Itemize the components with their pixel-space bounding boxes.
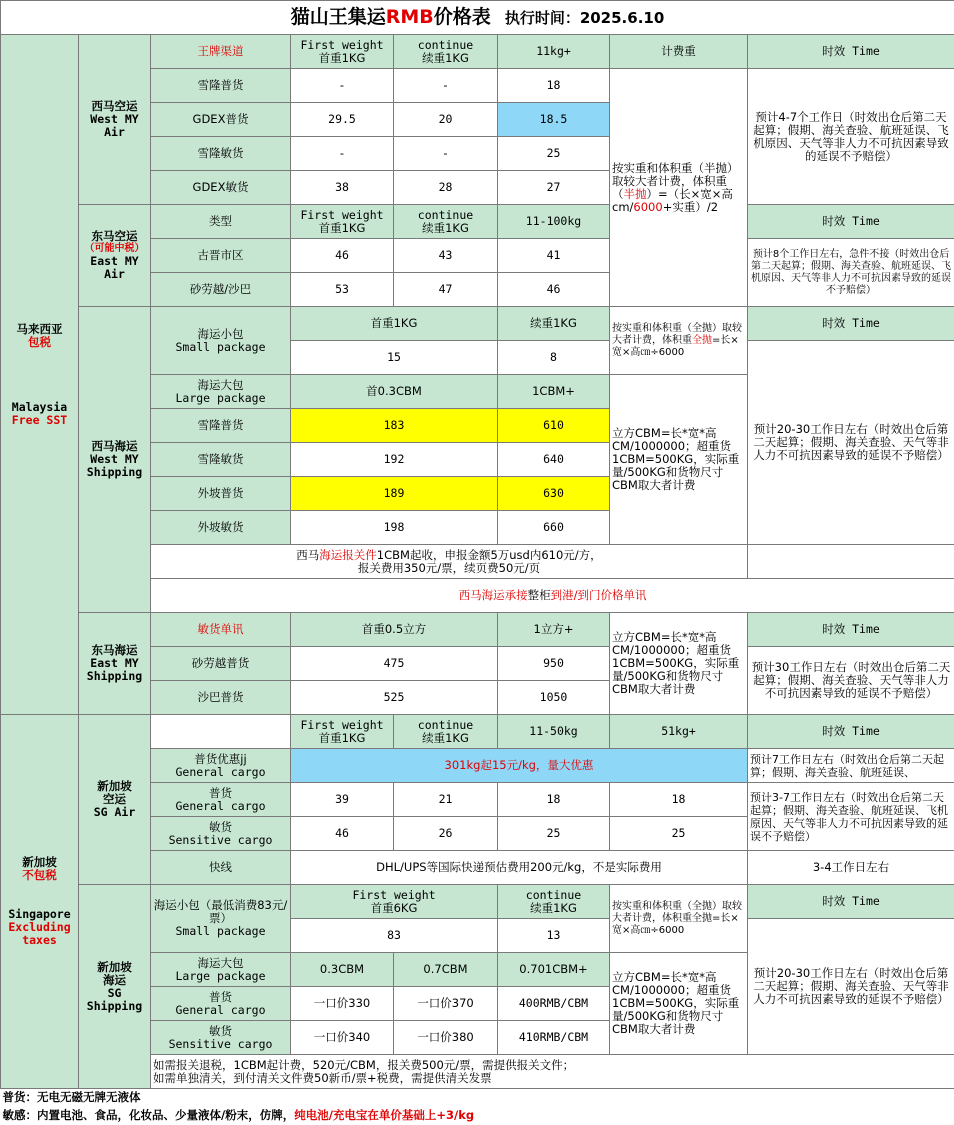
time-note-west-sea: 预计20-30工作日左右（时效出仓后第二天起算；假期、海关查验、天气等非人力不可抗因素导致的延误不予赔偿）: [748, 341, 954, 545]
price-cell-highlight: 610: [498, 409, 610, 443]
price-cell: 8: [498, 341, 610, 375]
row-label: GDEX普货: [151, 103, 291, 137]
row-label: 敏货 Sensitive cargo: [151, 1021, 291, 1055]
header-continue-weight: continue 续重1KG: [394, 205, 498, 239]
price-cell: 53: [291, 273, 394, 307]
row-label: 外坡普货: [151, 477, 291, 511]
time-note-east-sea: 预计30工作日左右（时效出仓后第二天起算；假期、海关查验、天气等非人力不可抗因素导致的延误不予赔偿）: [748, 647, 954, 715]
row-label: 快线: [151, 851, 291, 885]
price-cell: 27: [498, 171, 610, 205]
header-continue-weight: continue 续重1KG: [394, 715, 498, 749]
price-cell-highlight: 630: [498, 477, 610, 511]
footer-general-cargo: 普货：无电无磁无牌无液体: [2, 1089, 141, 1104]
header-cbm-plus: 1立方+: [498, 613, 610, 647]
header-channel: 王牌渠道: [151, 35, 291, 69]
header-tier: 11-100kg: [498, 205, 610, 239]
row-label: 雪隆敏货: [151, 137, 291, 171]
header-cbm-plus: 1CBM+: [498, 375, 610, 409]
price-cell: 38: [291, 171, 394, 205]
price-cell: 21: [394, 783, 498, 817]
price-cell: 一口价330: [291, 987, 394, 1021]
header-time: 时效 Time: [748, 205, 954, 239]
price-cell: 18: [610, 783, 748, 817]
price-cell: 46: [291, 817, 394, 851]
billing-rule-large: 立方CBM=长*宽*高CM/1000000；超重货1CBM=500KG，实际重量/500KG和货物尺寸CBM取大者计费: [610, 375, 748, 545]
sg-shipping-label: 新加坡 海运 SG Shipping: [79, 885, 151, 1089]
row-label: 雪隆敏货: [151, 443, 291, 477]
price-cell: 198: [291, 511, 498, 545]
price-cell: 一口价340: [291, 1021, 394, 1055]
price-cell: -: [394, 69, 498, 103]
price-cell: 43: [394, 239, 498, 273]
header-tier: 11kg+: [498, 35, 610, 69]
west-my-air-label: 西马空运 West MY Air: [79, 35, 151, 205]
small-package-label: 海运小包 Small package: [151, 307, 291, 375]
price-cell: 15: [291, 341, 498, 375]
row-label: 普货优惠jj General cargo: [151, 749, 291, 783]
header-first-cbm: 首重0.5立方: [291, 613, 498, 647]
price-cell: 400RMB/CBM: [498, 987, 610, 1021]
billing-rule-sg-large: 立方CBM=长*宽*高CM/1000000；超重货1CBM=500KG，实际重量/500KG和货物尺寸CBM取大者计费: [610, 953, 748, 1055]
price-cell: 46: [291, 239, 394, 273]
empty-cell: [748, 545, 954, 579]
price-cell-highlight: 18.5: [498, 103, 610, 137]
header-time: 时效 Time: [748, 715, 954, 749]
price-cell: 一口价370: [394, 987, 498, 1021]
billing-rule-east-sea: 立方CBM=长*宽*高CM/1000000；超重货1CBM=500KG，实际重量/500KG和货物尺寸CBM取大者计费: [610, 613, 748, 715]
price-cell: 13: [498, 919, 610, 953]
row-label: 砂劳越普货: [151, 647, 291, 681]
header-first-weight: First weight 首重6KG: [291, 885, 498, 919]
promo-cell: 301kg起15元/kg，量大优惠: [291, 749, 748, 783]
time-note-sg-sea: 预计20-30工作日左右（时效出仓后第二天起算；假期、海关查验、天气等非人力不可抗因素导致的延误不予赔偿）: [748, 919, 954, 1055]
header-tier: 11-50kg: [498, 715, 610, 749]
page-title: 猫山王集运RMB价格表 执行时间：2025.6.10: [1, 1, 954, 35]
price-cell: 18: [498, 783, 610, 817]
price-cell: -: [291, 137, 394, 171]
express-note: DHL/UPS等国际快递预估费用200元/kg，不是实际费用: [291, 851, 748, 885]
price-cell: 28: [394, 171, 498, 205]
header-time: 时效 Time: [748, 885, 954, 919]
header-cbm: 0.7CBM: [394, 953, 498, 987]
row-label: 普货 General cargo: [151, 783, 291, 817]
header-time: 时效 Time: [748, 613, 954, 647]
time-note-east-air: 预计8个工作日左右，急件不接（时效出仓后第二天起算；假期、海关查验、航班延误、飞机原因、天气等非人力不可抗因素导致的延误不予赔偿）: [748, 239, 954, 307]
header-first-weight: First weight 首重1KG: [291, 715, 394, 749]
price-cell: 18: [498, 69, 610, 103]
header-billing: 计费重: [610, 35, 748, 69]
header-time: 时效 Time: [748, 307, 954, 341]
header-first-cbm: 首0.3CBM: [291, 375, 498, 409]
time-note-express: 3-4工作日左右: [748, 851, 954, 885]
customs-note-sg: 如需报关退税，1CBM起计费，520元/CBM，报关费500元/票，需提供报关文件； 如需单独清关，到付清关文件费50新币/票+税费，需提供清关发票: [151, 1055, 954, 1089]
price-cell: 660: [498, 511, 610, 545]
price-cell: 25: [610, 817, 748, 851]
row-label: 雪隆普货: [151, 409, 291, 443]
header-first-weight: First weight 首重1KG: [291, 205, 394, 239]
header-time: 时效 Time: [748, 35, 954, 69]
row-label: 敏货 Sensitive cargo: [151, 817, 291, 851]
large-package-label: 海运大包 Large package: [151, 375, 291, 409]
price-cell: -: [291, 69, 394, 103]
header-tier: 51kg+: [610, 715, 748, 749]
time-note-west-air: 预计4-7个工作日（时效出仓后第二天起算；假期、海关查验、航班延误、飞机原因、天气等非人力不可抗因素导致的延误不予赔偿）: [748, 69, 954, 205]
price-cell: 83: [291, 919, 498, 953]
header-first-weight: 首重1KG: [291, 307, 498, 341]
footer-sensitive-cargo: 敏感：内置电池、食品，化妆品、少量液体/粉末，仿牌，纯电池/充电宝在单价基础上+3/kg: [2, 1107, 475, 1122]
price-cell: 640: [498, 443, 610, 477]
header-type: 敏货单讯: [151, 613, 291, 647]
price-cell: 410RMB/CBM: [498, 1021, 610, 1055]
time-note-sg-promo: 预计7工作日左右（时效出仓后第二天起算；假期、海关查验、航班延误、: [748, 749, 954, 783]
header-cbm-plus: 0.701CBM+: [498, 953, 610, 987]
east-my-air-label: 东马空运 （可能中税） East MY Air: [79, 205, 151, 307]
header-cbm: 0.3CBM: [291, 953, 394, 987]
east-my-shipping-label: 东马海运 East MY Shipping: [79, 613, 151, 715]
price-cell: 950: [498, 647, 610, 681]
price-cell: 39: [291, 783, 394, 817]
price-cell-highlight: 189: [291, 477, 498, 511]
price-cell: 47: [394, 273, 498, 307]
row-label: 雪隆普货: [151, 69, 291, 103]
row-label: 古晋市区: [151, 239, 291, 273]
price-cell: 192: [291, 443, 498, 477]
price-cell: 475: [291, 647, 498, 681]
price-cell: 29.5: [291, 103, 394, 137]
price-cell: 525: [291, 681, 498, 715]
price-cell: 20: [394, 103, 498, 137]
price-cell: 41: [498, 239, 610, 273]
header-continue-weight: continue 续重1KG: [394, 35, 498, 69]
price-cell: 25: [498, 817, 610, 851]
header-continue-weight: continue 续重1KG: [498, 885, 610, 919]
row-label: 砂劳越/沙巴: [151, 273, 291, 307]
row-label: 外坡敏货: [151, 511, 291, 545]
header-type: 类型: [151, 205, 291, 239]
header-first-weight: First weight 首重1KG: [291, 35, 394, 69]
time-note-sg-air: 预计3-7工作日左右（时效出仓后第二天起算；假期、海关查验、航班延误、飞机原因、天气等非人力不可抗因素导致的延误不予赔偿）: [748, 783, 954, 851]
row-label: GDEX敏货: [151, 171, 291, 205]
row-label: 沙巴普货: [151, 681, 291, 715]
region-singapore: 新加坡 不包税 Singapore Excluding taxes: [1, 715, 79, 1089]
west-my-shipping-label: 西马海运 West MY Shipping: [79, 307, 151, 613]
price-cell: 26: [394, 817, 498, 851]
billing-rule-air: 按实重和体积重（半抛）取较大者计费，体积重（半抛）=（长×宽×高cm/6000+实重）/2: [610, 69, 748, 307]
price-cell: -: [394, 137, 498, 171]
large-package-label: 海运大包 Large package: [151, 953, 291, 987]
billing-rule-sg-small: 按实重和体积重（全抛）取较大者计费，体积重全抛=长×宽×高㎝÷6000: [610, 885, 748, 953]
container-note-west-sea: 西马海运承接整柜到港/到门价格单讯: [151, 579, 954, 613]
row-label: 普货 General cargo: [151, 987, 291, 1021]
price-cell-highlight: 183: [291, 409, 498, 443]
price-cell: 25: [498, 137, 610, 171]
header-continue-weight: 续重1KG: [498, 307, 610, 341]
price-cell: 一口价380: [394, 1021, 498, 1055]
small-package-label: 海运小包（最低消费83元/票） Small package: [151, 885, 291, 953]
customs-note-west-sea: 西马海运报关件1CBM起收，申报金额5万usd内610元/方， 报关费用350元/票，续页费50元/页: [151, 545, 748, 579]
billing-rule-small: 按实重和体积重（全抛）取较大者计费，体积重全抛=长×宽×高㎝÷6000: [610, 307, 748, 375]
price-cell: 46: [498, 273, 610, 307]
region-malaysia: 马来西亚 包税 Malaysia Free SST: [1, 35, 79, 715]
empty-cell: [151, 715, 291, 749]
sg-air-label: 新加坡 空运 SG Air: [79, 715, 151, 885]
price-cell: 1050: [498, 681, 610, 715]
